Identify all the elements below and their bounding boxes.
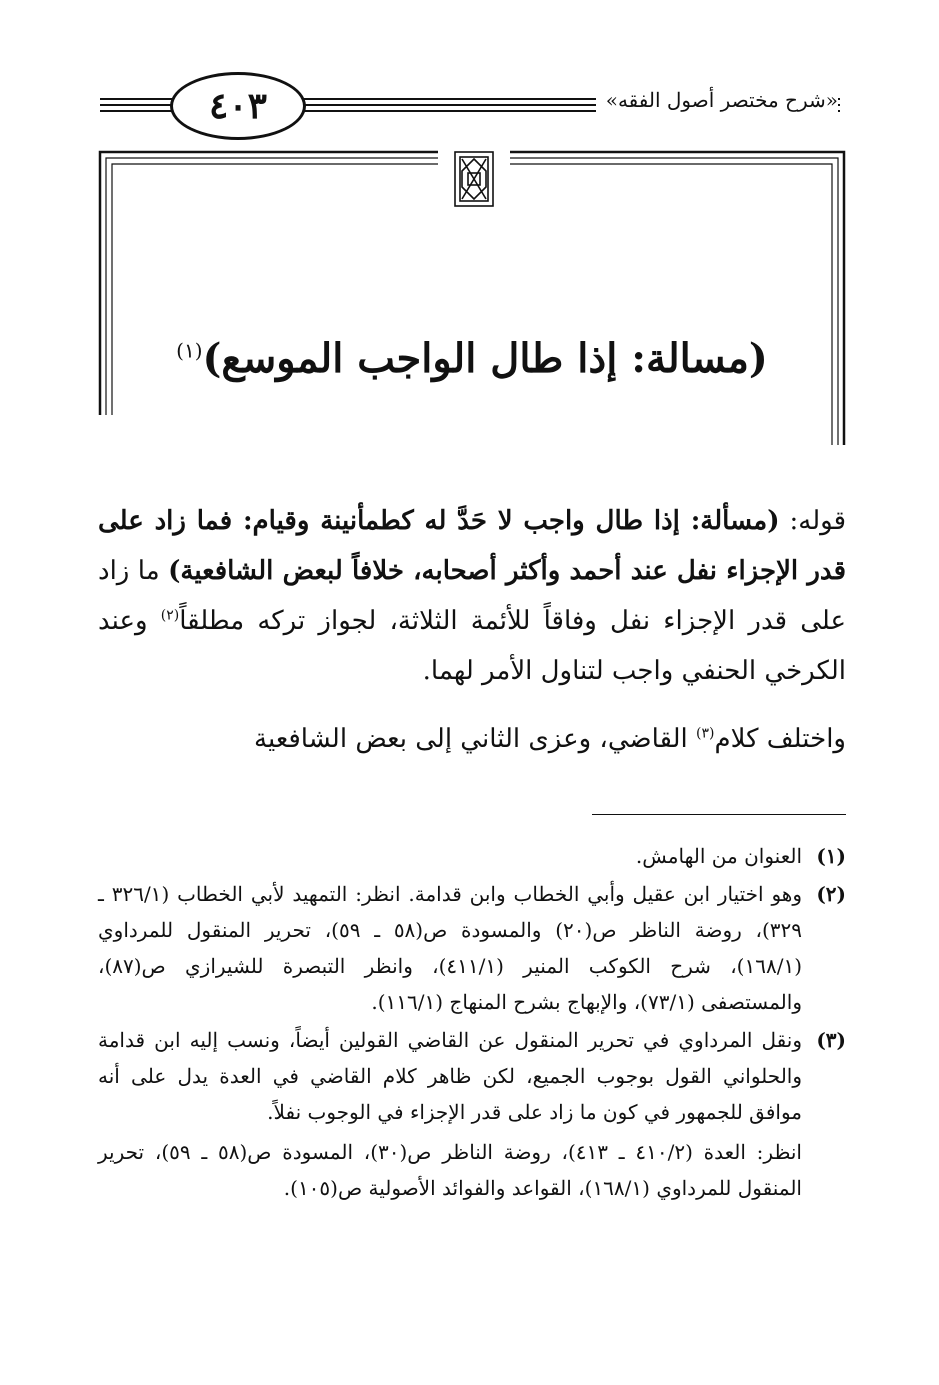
footnote [98, 1022, 846, 1206]
footnote [98, 838, 846, 874]
page-number: ٤٠٣ [170, 72, 306, 140]
footnote-number: (١) [816, 844, 846, 868]
footnote-text: العنوان من الهامش. [635, 844, 802, 868]
footnote-text: وهو اختيار ابن عقيل وأبي الخطاب وابن قدامة. انظر: التمهيد لأبي الخطاب (٣٢٦/١ ـ ٣٢٩)، روضة الناظر ص(٢٠) والمسودة ص(٥٨ ـ ٥٩)، تحرير المنقول للمرداوي (١٦٨/١)، شرح الكوكب المنير (٤١١/١)، وانظر التبصرة للشيرازي ص(٨٧)، والمستصفى (٧٣/١)، والإبهاج بشرح المنهاج (١١٦/١). [98, 882, 803, 1014]
footnote-sources: انظر: العدة (٤١٠/٢ ـ ٤١٣)، روضة الناظر ص(٣٠)، المسودة ص(٥٨ ـ ٥٩)، تحرير المنقول للمرداوي (١٦٨/١)، القواعد والفوائد الأصولية ص(١٠٥). [98, 1140, 802, 1200]
footnote [98, 876, 846, 1020]
paragraph: واختلف كلام$^{(٣)}$ القاضي، وعزى الثاني إلى بعض الشافعية [254, 724, 846, 754]
footnote-body [98, 1022, 802, 1206]
running-header [100, 58, 840, 138]
quoted-matn: (مسألة: إذا طال واجب لا حَدَّ له كطمأنينة وقيام: فما زاد على قدر الإجزاء نفل عند أحمد وأكثر أصحابه، خلافاً لبعض الشافعية) [98, 506, 846, 586]
paragraph: قوله: (مسألة: إذا طال واجب لا حَدَّ له كطمأنينة وقيام: فما زاد على قدر الإجزاء نفل عند أحمد وأكثر أصحابه، خلافاً لبعض الشافعية) ما زاد على قدر الإجزاء نفل وفاقاً للأئمة الثلاثة، لجواز تركه مطلقاً$^{(٢)}$ وعند الكرخي الحنفي واجب لتناول الأمر لهما. [98, 506, 847, 686]
footnotes [98, 838, 846, 1208]
running-title: «شرح مختصر أصول الفقه» [596, 88, 838, 112]
main-text [98, 496, 846, 764]
footnote-text: ونقل المرداوي في تحرير المنقول عن القاضي القولين أيضاً، ونسب إليه ابن قدامة والحلواني القول بوجوب الجميع، لكن ظاهر كلام القاضي في العدة يدل على أنه موافق للجمهور في كون ما زاد على قدر الإجزاء في الوجوب نفلاً. [98, 1028, 802, 1124]
footnote-number: (٣) [816, 1028, 846, 1052]
chapter-frame [98, 150, 846, 450]
title-footnote-ref: (١) [176, 338, 203, 363]
footnote-separator [592, 814, 846, 815]
geometric-star-ornament-icon [453, 150, 495, 208]
chapter-title: (مسالة: إذا طال الواجب الموسع)$^{(١)}$ [176, 335, 768, 382]
footnote-ref: (٣) [696, 725, 715, 742]
footnote-number: (٢) [816, 882, 846, 906]
footnote-ref: (٢) [160, 607, 180, 624]
